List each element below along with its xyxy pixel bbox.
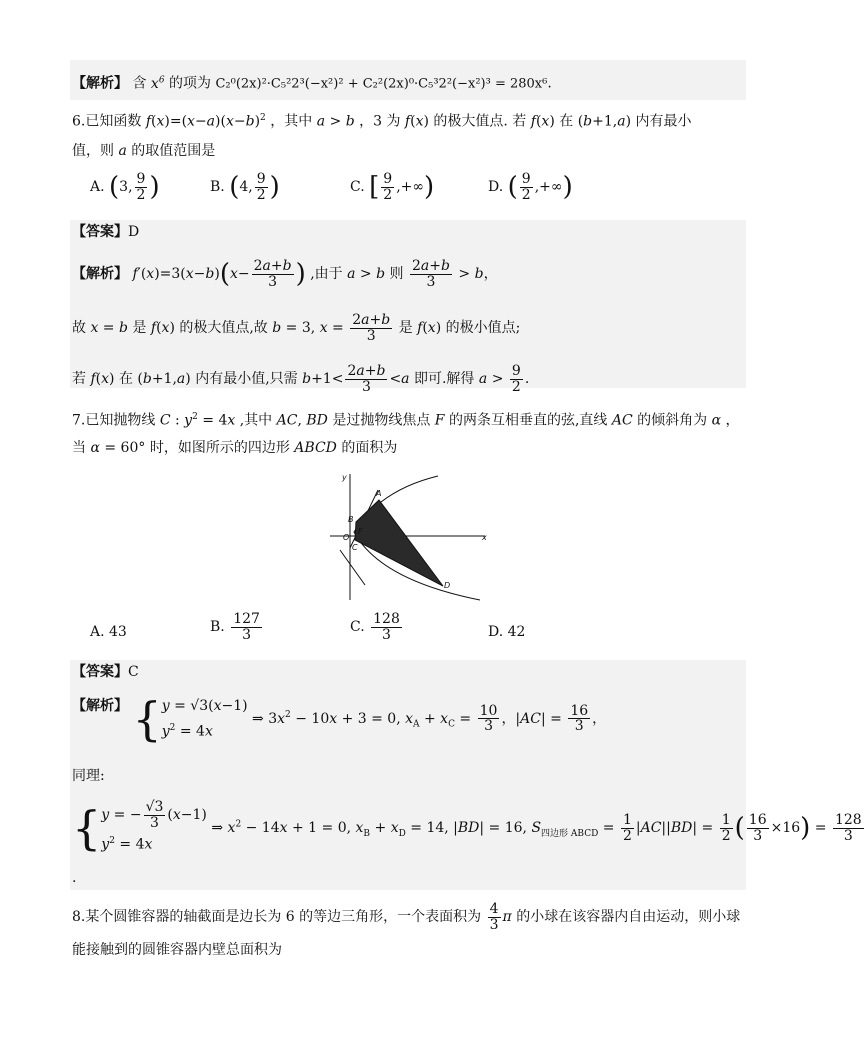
- label-a: A: [376, 489, 382, 498]
- q6-option-d[interactable]: D. ( $\frac{9}{2}$ ,+∞): [488, 171, 573, 203]
- q7-answer: 【答案】C: [72, 664, 139, 680]
- q6-solution-line1: 【解析】 f′(x)=3(x−b)(x− $\frac{2a+b}{3}$ ) ,由于 a > b 则 $\frac{2a+b}{3}$ > b，: [72, 258, 498, 290]
- label-f: F: [358, 527, 363, 536]
- q6-stem-line2: 值，则 a 的取值范围是: [72, 143, 216, 159]
- q8-stem-line1: 8.某个圆锥容器的轴截面是边长为 6 的等边三角形，一个表面积为 $\frac{4}{3}$ π 的小球在该容器内自由运动，则小球: [72, 901, 741, 933]
- q7-stem-line1: 7.已知抛物线 C : $y^2 = 4x$ ,其中 AC, BD 是过抛物线焦点 F 的两条互相垂直的弦,直线 AC 的倾斜角为 α ，: [72, 412, 740, 429]
- q7-option-d[interactable]: D. 42: [488, 624, 526, 640]
- q7-stem-line2: 当 α = 60° 时，如图所示的四边形 ABCD 的面积为: [72, 440, 398, 456]
- jiexi-tag: 【解析】: [72, 75, 128, 92]
- q7-option-a[interactable]: A. 43: [90, 624, 127, 640]
- label-y: y: [342, 473, 347, 482]
- label-o: O: [343, 533, 350, 542]
- q6-stem-line1: 6.已知函数 $f(x)=(x-a)(x-b)^2$ ，其中 a > b ，3 为 f(x) 的极大值点. 若 f(x) 在 (b+1,a) 内有最小: [72, 113, 692, 130]
- q7-solution-line2: { y = − $\frac{√3}{3}$ (x−1) $y^2 = 4x$ ⇒ $x^2 - 14x + 1 = 0$, $x_B + x_D = 14$, |BD| = 16, $S_{四边形 ABCD}$ = $\frac{1}{2}$ |AC||BD| = $\frac{1}{2}$ ( $\frac{16}{3}$ ×16) = $\frac{128}{3}$: [72, 799, 862, 856]
- label-x: x: [482, 533, 487, 542]
- q6-answer: 【答案】D: [72, 224, 140, 240]
- solution-block-q6: [70, 220, 746, 388]
- label-c: C: [352, 543, 358, 552]
- q6-option-c[interactable]: C. [ $\frac{9}{2}$ ,+∞): [350, 171, 435, 203]
- q7-tongli: 同理:: [72, 768, 105, 784]
- q6-option-b[interactable]: B. (4, $\frac{9}{2}$ ): [210, 171, 280, 203]
- parabola-quadrilateral-figure: [320, 470, 490, 605]
- q7-dot: .: [72, 870, 77, 886]
- q7-solution-line1: 【解析】 { y = √3(x−1) $y^2 = 4x$ ⇒ $3x^2 - 10x + 3 = 0$, $x_A + x_C$ = $\frac{10}{3}$ ，|AC| = $\frac{16}{3}$ ，: [72, 691, 607, 746]
- q7-option-c[interactable]: C. $\frac{128}{3}$: [350, 611, 400, 643]
- label-d: D: [444, 581, 451, 590]
- q8-stem-line2: 能接触到的圆锥容器内壁总面积为: [72, 942, 282, 958]
- q6-solution-line2: 故 x = b 是 f(x) 的极大值点,故 b = 3, x = $\frac{2a+b}{3}$ 是 f(x) 的极小值点;: [72, 312, 521, 344]
- q6-solution-line3: 若 f(x) 在 (b+1,a) 内有最小值,只需 b+1< $\frac{2a+b}{3}$ <a 即可.解得 a > $\frac{9}{2}$ .: [72, 363, 530, 395]
- q5-expression: C₂⁰(2x)²·C₅²2³(−x²)² + C₂²(2x)⁰·C₅³2²(−x²)³ = 280x⁶: [215, 76, 548, 92]
- q5-solution-line: 【解析】 含 $x^6$ 的项为 C₂⁰(2x)²·C₅²2³(−x²)² + C₂²(2x)⁰·C₅³2²(−x²)³ = 280x⁶.: [72, 75, 552, 92]
- q7-option-b[interactable]: B. $\frac{127}{3}$: [210, 611, 260, 643]
- label-b: B: [348, 515, 354, 524]
- q6-option-a[interactable]: A. (3, $\frac{9}{2}$ ): [90, 171, 160, 203]
